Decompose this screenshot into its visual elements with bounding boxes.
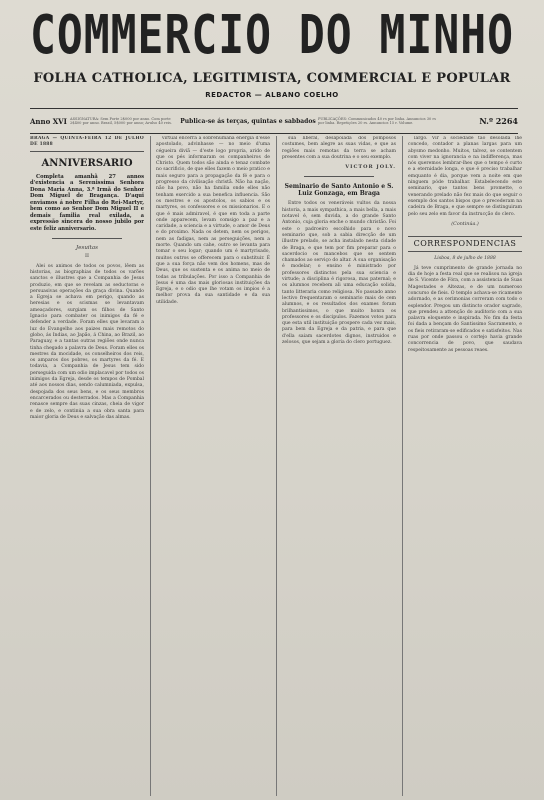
- article-body: sua liberal, desapoiada dos pomposos costumes, bem alegre as suas vidas, e que as regiões mais remotas da terra se acham presentes com a sua doutrina e o seu exemplo.: [282, 136, 396, 160]
- continued-note: (Continúa.): [451, 221, 479, 227]
- subscription-info: ASSIGNATURA: Sem Porte 2$000 por anno. Com porte 2$400 por anno. Brazil, 5$000 por anno; Avulso 40 reis.: [70, 116, 173, 125]
- article-title: Seminario de Santo Antonio e S. Luiz Gonzaga, em Braga: [284, 183, 394, 198]
- section-number: II: [85, 253, 89, 260]
- dateline: BRAGA — QUINTA-FEIRA 12 DE JULHO DE 1888: [30, 136, 144, 152]
- masthead-title: COMMERCIO DO MINHO: [30, 4, 514, 67]
- issue-number: N.º 2264: [479, 116, 518, 126]
- anniversary-heading: ANNIVERSARIO: [41, 157, 133, 169]
- column-divider: [276, 136, 277, 796]
- editor-line: REDACTOR — ALBANO COELHO: [205, 91, 339, 99]
- article-body: virtual encerra a sobrehumana energia d'esse apostolado, advinhasse — no meio d'uma cégueira diviã — d'este logo propria, arido de que os pés informaram os companheiros de Christo. Quem todos são ainda e tenaz combate no sacrificio, de que elles fazem o meio pratico e mais seguro para a propagação da fé e para o progresso da civilisação christã. Não ha nação, não ha povo, não ha familia onde elles não tenham exercido a sua benefica influencia. São os mestres e os apostolos, os sabios e os martyres, os confessores e os missionarios. E o que é mais admiravel, é que em toda a parte onde apparecem, levam comsigo a paz e a caridade, a sciencia e a virtude, o amor de Deus e do proximo. Nada os detem, nem os perigos, nem as fadigas, nem as perseguições, nem a morte. Quando um cahe, outro se levanta para tomar o seu logar; quando um é martyrisado, muitos outros se offerecem para o substituir. É que a sua força não vem dos homens, mas de Deus, que os sustenta e os anima no meio de todas as tribulações. Por isso a Companhia de Jesus é uma das mais gloriosas instituições da Egreja, e o odio que lhe votam os impios é a melhor prova da sua santidade e da sua utilidade.: [156, 136, 270, 305]
- correspondence-place: Lisboa, 8 de julho de 1888: [434, 256, 496, 262]
- column-divider: [150, 136, 151, 796]
- column-4: [408, 136, 522, 796]
- info-bar: [30, 108, 518, 134]
- columns: [30, 136, 522, 796]
- column-divider: [402, 136, 403, 796]
- divider: [304, 176, 374, 177]
- signature: VICTOR JOLY.: [345, 164, 396, 171]
- divider: [52, 238, 122, 239]
- article-body: Já teve cumprimento de grande jornada no dia de hoje a festa real que se realisou na igreja de S. Vicente de Fóra, com a assistencia de Suas Magestades e Altezas, e de um numeroso concurso de fieis. O templo achava-se ricamente adornado, e as cerimonias correram com todo o esplendor. Pregou um distincto orador sagrado, que prendeu a attenção do auditorio com a sua palavra eloquente e inspirada. No fim da festa foi dada a bençam do Santissimo Sacramento, e os fieis retiraram-se edificados e satisfeitos. Nas ruas por onde passou o cortejo havia grande concorrencia de povo, que saudava respeitosamente as pessoas reaes.: [408, 265, 522, 353]
- correspondence-heading: CORRESPONDENCIAS: [408, 236, 522, 252]
- anniversary-text: Completa amanhã 27 annos d'existencia a Serenissima Senhora Dona Maria Anna, 3.ª Irmã do Senhor Dom Miguel de Bragança. D'aqui enviamos á nobre Filha do Rei-Martyr, bem como ao Senhor Dom Miguel II e demais familia real exilada, a expressão sincera do nosso jubilo por este feliz anniversario.: [30, 173, 144, 232]
- masthead-subtitle: FOLHA CATHOLICA, LEGITIMISTA, COMMERCIAL E POPULAR: [33, 71, 511, 86]
- article-body: Entre todos os veneráveis vultos da nossa historia, a mais sympathica, a mais bella, a mais notavel é, sem duvida, a do grande Santo Antonio, cuja gloria enche o mundo christão. Foi este o padroeiro escolhido para o novo seminario que, sob a sabia direcção de um illustre prelado, se acha instalado nesta cidade de Braga, e que tem por fim preparar para o sacerdocio os mancebos que se sentem chamados ao serviço do altar. A sua organisação é modelar; o ensino é ministrado por professores distinctos pela sua sciencia e virtude; a disciplina é rigorosa, mas paternal; e os alumnos recebem ali uma educação solida, tanto litteraria como religiosa. No passado anno lectivo frequentaram o seminario mais de cem alumnos, e os resultados dos exames foram brilhantissimos, o que muito honra os professores e os discipulos. Fazemos votos para que esta util instituição prospere cada vez mais, para bem da Egreja e da patria, e para que d'ella saiam sacerdotes dignos, instruidos e zelosos, que sejam a gloria do clero portuguez.: [282, 201, 396, 346]
- year-label: Anno XVI: [30, 116, 67, 126]
- section-title: Jesuitas: [76, 245, 98, 252]
- article-body: largo. Vir á sociedade tão desolada lhe concedo, contador a planas largas para um abysmo medonho. Muitos, talvez, se contentem com viver na ignorancia e na indifferença, mas nós queremos lembrar-lhes que o tempo é curto e a eternidade longa, e que é preciso trabalhar emquanto é dia, porque vem a noite em que ninguem póde trabalhar. Estabelecendo este seminario, que tantos bens promette, o venerando prelado não fez mais do que seguir o exemplo dos santos bispos que o precederam na cadeira de Braga, e que sempre se distinguiram pelo seu zelo em favor da instrucção do clero.: [408, 136, 522, 217]
- column-2: [156, 136, 270, 796]
- column-3: [282, 136, 396, 796]
- publication-rates: PUBLICAÇÕES: Communicados 40 rs por linha. Annuncios 30 rs por linha. Repetições 20 rs. Annuncios 15 r. Volume.: [318, 116, 436, 125]
- article-body: Alei os animos de todos os povos, lêem as historias, as biographias de todos os varões sanctos e illustres que a Companhia de Jesus produzio, em que se revelam as seductoras e persuasivas operações da graça divina. Quando a Egreja se achava em perigo, quando as heresias e os scismas se levantavam ameaçadores, surgiam os filhos de Santo Ignacio para combater os inimigos da fé e defender a verdade. Foram elles que levaram a luz do Evangelho aos paizes mais remotos do globo, ás Indias, ao Japão, á China, ao Brazil, ao Paraguay, e a tantas outras regiões onde nunca tinha chegado a palavra de Deus. Foram elles os mestres da mocidade, os conselheiros dos reis, os amparos dos pobres, os martyres da fé. E todavia, a Companhia de Jesus tem sido perseguida com um odio implacavel por todos os inimigos da Egreja, desde os tempos de Pombal até aos nossos dias, sendo calumniada, expulsa, despojada dos seus bens, e os seus membros encarcerados ou desterrados. Mas a Companhia renasce sempre das suas cinzas, cheia de vigor e de zelo, e continúa a sua obra santa para maior gloria de Deus e salvação das almas.: [30, 263, 144, 420]
- column-1: [30, 136, 144, 796]
- publication-days: Publica-se ás terças, quintas e sabbados: [180, 117, 316, 125]
